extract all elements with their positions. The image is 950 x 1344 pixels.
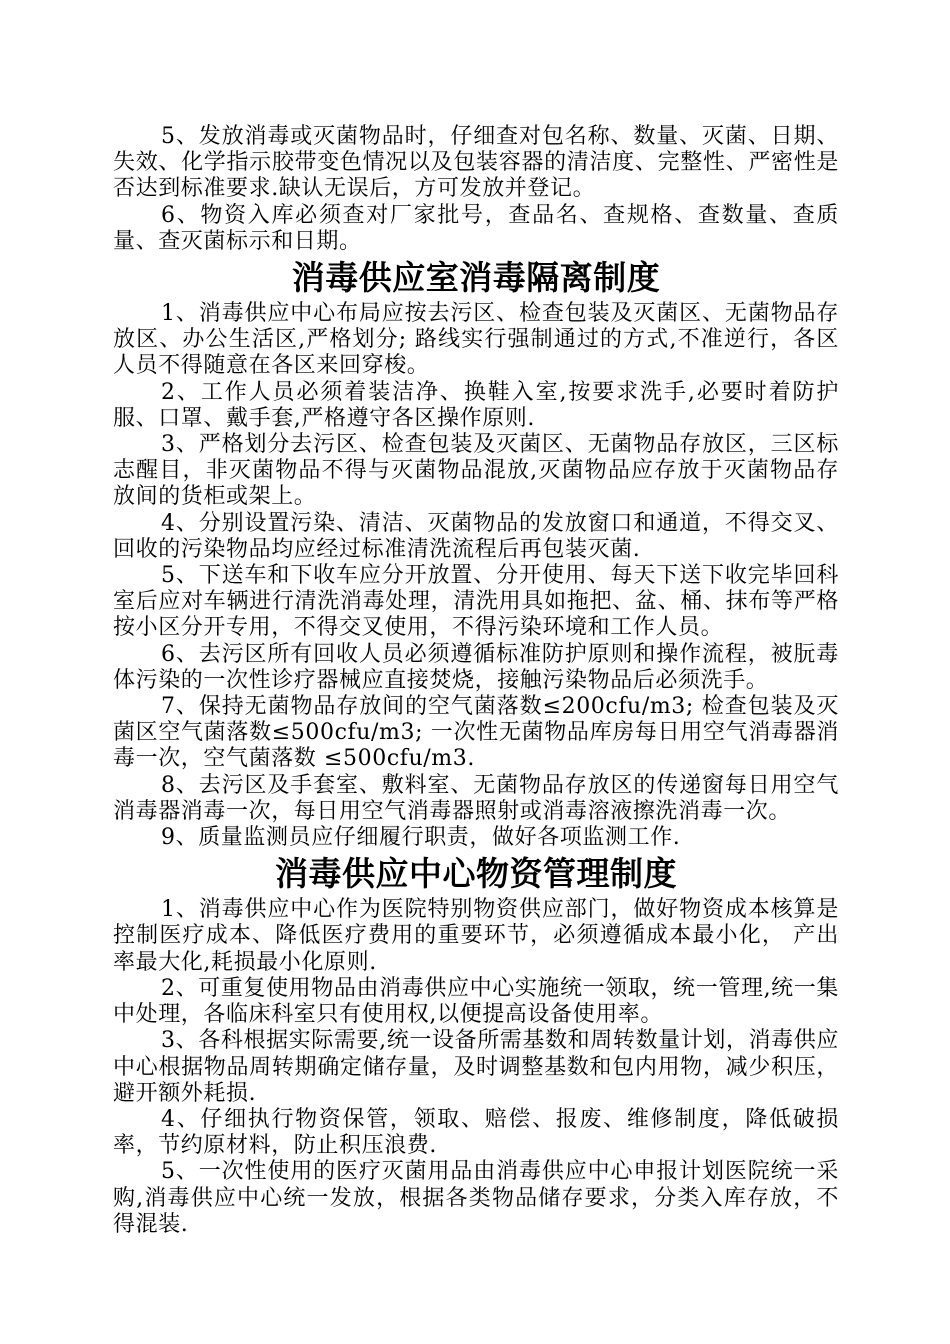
paragraph: 1、消毒供应中心布局应按去污区、检查包装及灭菌区、无菌物品存放区、办公生活区,严格划分; 路线实行强制通过的方式,不准逆行，各区人员不得随意在各区来回穿梭。: [113, 301, 839, 379]
paragraph: 5、一次性使用的医疗灭菌用品由消毒供应中心申报计划医院统一采购,消毒供应中心统一发放，根据各类物品储存要求，分类入库存放，不得混装.: [113, 1159, 839, 1237]
paragraph: 6、物资入库必须查对厂家批号，查品名、查规格、查数量、查质量、查灭菌标示和日期。: [113, 202, 839, 254]
section-title: 消毒供应中心物资管理制度: [275, 854, 677, 894]
paragraph: 2、工作人员必须着装洁净、换鞋入室,按要求洗手,必要时着防护服、口罩、戴手套,严格遵守各区操作原则.: [113, 379, 839, 431]
section-title: 消毒供应室消毒隔离制度: [291, 258, 661, 298]
paragraph: 5、下送车和下收车应分开放置、分开使用、每天下送下收完毕回科室后应对车辆进行清洗消毒处理，清洗用具如拖把、盆、桶、抹布等严格按小区分开专用，不得交叉使用，不得污染环境和工作人员。: [113, 563, 839, 641]
paragraph: 9、质量监测员应仔细履行职责，做好各项监测工作.: [161, 825, 681, 851]
paragraph: 7、保持无菌物品存放间的空气菌落数≤200cfu/m3; 检查包装及灭菌区空气菌落数≤500cfu/m3; 一次性无菌物品库房每日用空气消毒器消毒一次，空气菌落数 ≤500cfu/m3.: [113, 694, 839, 772]
paragraph: 1、消毒供应中心作为医院特别物资供应部门，做好物资成本核算是控制医疗成本、降低医疗费用的重要环节，必须遵循成本最小化， 产出率最大化,耗损最小化原则.: [113, 897, 839, 975]
paragraph: 8、去污区及手套室、敷料室、无菌物品存放区的传递窗每日用空气消毒器消毒一次，每日用空气消毒器照射或消毒溶液擦洗消毒一次。: [113, 772, 839, 824]
paragraph: 5、发放消毒或灭菌物品时，仔细查对包名称、数量、灭菌、日期、失效、化学指示胶带变色情况以及包装容器的清洁度、完整性、严密性是否达到标准要求.缺认无误后，方可发放并登记。: [113, 124, 839, 202]
paragraph: 2、可重复使用物品由消毒供应中心实施统一领取，统一管理,统一集中处理，各临床科室只有使用权,以便提高设备使用率。: [113, 975, 839, 1028]
paragraph: 3、严格划分去污区、检查包装及灭菌区、无菌物品存放区，三区标志醒目，非灭菌物品不得与灭菌物品混放,灭菌物品应存放于灭菌物品存放间的货柜或架上。: [113, 432, 839, 510]
paragraph: 4、分别设置污染、清洁、灭菌物品的发放窗口和通道，不得交叉、回收的污染物品均应经过标准清洗流程后再包装灭菌.: [113, 510, 839, 562]
document-body: [113, 124, 839, 1238]
paragraph: 6、去污区所有回收人员必须遵循标准防护原则和操作流程，被朊毒体污染的一次性诊疗器械应直接焚烧，接触污染物品后必须洗手。: [113, 641, 839, 693]
paragraph: 3、各科根据实际需要,统一设备所需基数和周转数量计划，消毒供应中心根据物品周转期确定储存量，及时调整基数和包内用物，减少积压，避开额外耗损.: [113, 1028, 839, 1106]
paragraph: 4、仔细执行物资保管，领取、赔偿、报废、维修制度，降低破损率，节约原材料，防止积压浪费.: [113, 1106, 839, 1159]
